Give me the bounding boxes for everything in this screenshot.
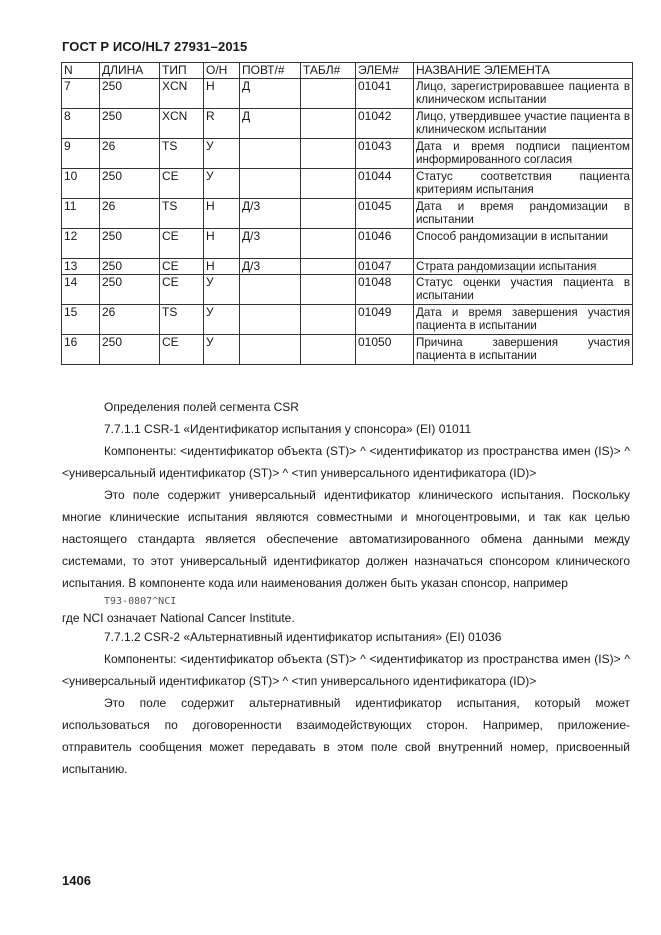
- col-header-element-name: НАЗВАНИЕ ЭЛЕМЕНТА: [414, 63, 633, 79]
- cell-type: CE: [160, 169, 204, 199]
- cell-n: 7: [62, 79, 100, 109]
- cell-item: 01049: [356, 305, 414, 335]
- cell-item: 01043: [356, 139, 414, 169]
- cell-opt: У: [204, 169, 240, 199]
- table-row: [62, 169, 633, 199]
- cell-element-name: Лицо, зарегистрировавшее пациента в клиническом испытании: [414, 79, 633, 109]
- cell-n: 10: [62, 169, 100, 199]
- cell-n: 15: [62, 305, 100, 335]
- cell-type: CE: [160, 275, 204, 305]
- cell-rep: [240, 335, 301, 365]
- cell-item: 01044: [356, 169, 414, 199]
- page-number: 1406: [62, 873, 91, 888]
- cell-type: CE: [160, 335, 204, 365]
- cell-table: [301, 169, 356, 199]
- cell-table: [301, 199, 356, 229]
- cell-length: 250: [100, 275, 160, 305]
- cell-element-name: Причина завершения участия пациента в испытании: [414, 335, 633, 365]
- cell-type: CE: [160, 229, 204, 259]
- cell-rep: [240, 169, 301, 199]
- csr1-components: Компоненты: <идентификатор объекта (ST)> ^ <идентификатор из пространства имен (IS)> ^ <универсальный идентификатор (ST)> ^ <тип универсального идентификатора (ID)>: [62, 444, 630, 480]
- body-text: [62, 396, 630, 780]
- cell-opt: У: [204, 275, 240, 305]
- table-row: [62, 139, 633, 169]
- cell-item: 01048: [356, 275, 414, 305]
- cell-element-name: Дата и время рандомизации в испытании: [414, 199, 633, 229]
- cell-table: [301, 139, 356, 169]
- cell-table: [301, 305, 356, 335]
- cell-length: 26: [100, 199, 160, 229]
- cell-item: 01046: [356, 229, 414, 259]
- cell-opt: R: [204, 109, 240, 139]
- cell-rep: Д/3: [240, 259, 301, 275]
- cell-length: 26: [100, 305, 160, 335]
- where-text: где NCI означает National Cancer Institute.: [62, 611, 295, 625]
- table-row: [62, 275, 633, 305]
- cell-opt: У: [204, 335, 240, 365]
- cell-length: 26: [100, 139, 160, 169]
- cell-item: 01047: [356, 259, 414, 275]
- cell-type: XCN: [160, 79, 204, 109]
- cell-n: 9: [62, 139, 100, 169]
- cell-opt: У: [204, 305, 240, 335]
- cell-opt: Н: [204, 229, 240, 259]
- cell-type: TS: [160, 139, 204, 169]
- col-header-opt: О/Н: [204, 63, 240, 79]
- cell-element-name: Страта рандомизации испытания: [414, 259, 633, 275]
- cell-element-name: Статус оценки участия пациента в испытании: [414, 275, 633, 305]
- cell-table: [301, 229, 356, 259]
- table-row: [62, 259, 633, 275]
- cell-item: 01050: [356, 335, 414, 365]
- cell-length: 250: [100, 79, 160, 109]
- cell-type: TS: [160, 199, 204, 229]
- cell-rep: [240, 275, 301, 305]
- cell-n: 12: [62, 229, 100, 259]
- col-header-n: N: [62, 63, 100, 79]
- code-example: T93-0807^NCI: [104, 596, 177, 607]
- cell-length: 250: [100, 259, 160, 275]
- cell-opt: У: [204, 139, 240, 169]
- table-row: [62, 79, 633, 109]
- col-header-table: ТАБЛ#: [301, 63, 356, 79]
- csr2-description: Это поле содержит альтернативный идентификатор испытания, который может использоваться по договоренности взаимодействующих сторон. Например, приложение-отправитель сообщения может передавать в этом поле свой внутренний номер, присвоенный испытанию.: [62, 696, 630, 776]
- cell-element-name: Лицо, утвердившее участие пациента в клиническом испытании: [414, 109, 633, 139]
- document-header: ГОСТ Р ИСО/HL7 27931–2015: [62, 39, 248, 54]
- cell-length: 250: [100, 169, 160, 199]
- col-header-length: ДЛИНА: [100, 63, 160, 79]
- table-header-row: [62, 63, 633, 79]
- cell-rep: Д/3: [240, 199, 301, 229]
- cell-element-name: Способ рандомизации в испытании: [414, 229, 633, 259]
- cell-rep: [240, 139, 301, 169]
- cell-opt: Н: [204, 199, 240, 229]
- table-row: [62, 199, 633, 229]
- col-header-item: ЭЛЕМ#: [356, 63, 414, 79]
- cell-rep: [240, 305, 301, 335]
- cell-table: [301, 79, 356, 109]
- table-row: [62, 229, 633, 259]
- cell-length: 250: [100, 229, 160, 259]
- cell-n: 16: [62, 335, 100, 365]
- cell-type: CE: [160, 259, 204, 275]
- cell-type: XCN: [160, 109, 204, 139]
- cell-rep: Д: [240, 109, 301, 139]
- cell-element-name: Дата и время завершения участия пациента в испытании: [414, 305, 633, 335]
- cell-n: 8: [62, 109, 100, 139]
- col-header-type: ТИП: [160, 63, 204, 79]
- csr1-description: Это поле содержит универсальный идентификатор клинического испытания. Поскольку многие клинические испытания являются совместными и многоцентровыми, и так как целью настоящего стандарта является обеспечение автоматизированного обмена данными между системами, то этот универсальный идентификатор должен назначаться спонсором клинического испытания. В компоненте кода или наименования должен быть указан спонсор, например: [62, 488, 630, 590]
- table-row: [62, 305, 633, 335]
- cell-table: [301, 275, 356, 305]
- cell-element-name: Статус соответствия пациента критериям испытания: [414, 169, 633, 199]
- cell-rep: Д: [240, 79, 301, 109]
- cell-table: [301, 109, 356, 139]
- cell-length: 250: [100, 109, 160, 139]
- cell-item: 01045: [356, 199, 414, 229]
- segment-fields-table: [61, 62, 633, 365]
- csr2-heading: 7.7.1.2 CSR-2 «Альтернативный идентификатор испытания» (EI) 01036: [104, 630, 502, 644]
- cell-table: [301, 259, 356, 275]
- definitions-title: Определения полей сегмента CSR: [104, 400, 299, 414]
- cell-item: 01042: [356, 109, 414, 139]
- col-header-rep: ПОВТ/#: [240, 63, 301, 79]
- cell-n: 14: [62, 275, 100, 305]
- cell-element-name: Дата и время подписи пациентом информированного согласия: [414, 139, 633, 169]
- cell-item: 01041: [356, 79, 414, 109]
- cell-n: 13: [62, 259, 100, 275]
- cell-opt: Н: [204, 259, 240, 275]
- csr2-components: Компоненты: <идентификатор объекта (ST)> ^ <идентификатор из пространства имен (IS)> ^ <универсальный идентификатор (ST)> ^ <тип универсального идентификатора (ID)>: [62, 652, 630, 688]
- cell-n: 11: [62, 199, 100, 229]
- csr1-heading: 7.7.1.1 CSR-1 «Идентификатор испытания у спонсора» (EI) 01011: [104, 422, 472, 436]
- table-row: [62, 335, 633, 365]
- table-row: [62, 109, 633, 139]
- cell-rep: Д/3: [240, 229, 301, 259]
- cell-table: [301, 335, 356, 365]
- cell-type: TS: [160, 305, 204, 335]
- cell-opt: Н: [204, 79, 240, 109]
- cell-length: 250: [100, 335, 160, 365]
